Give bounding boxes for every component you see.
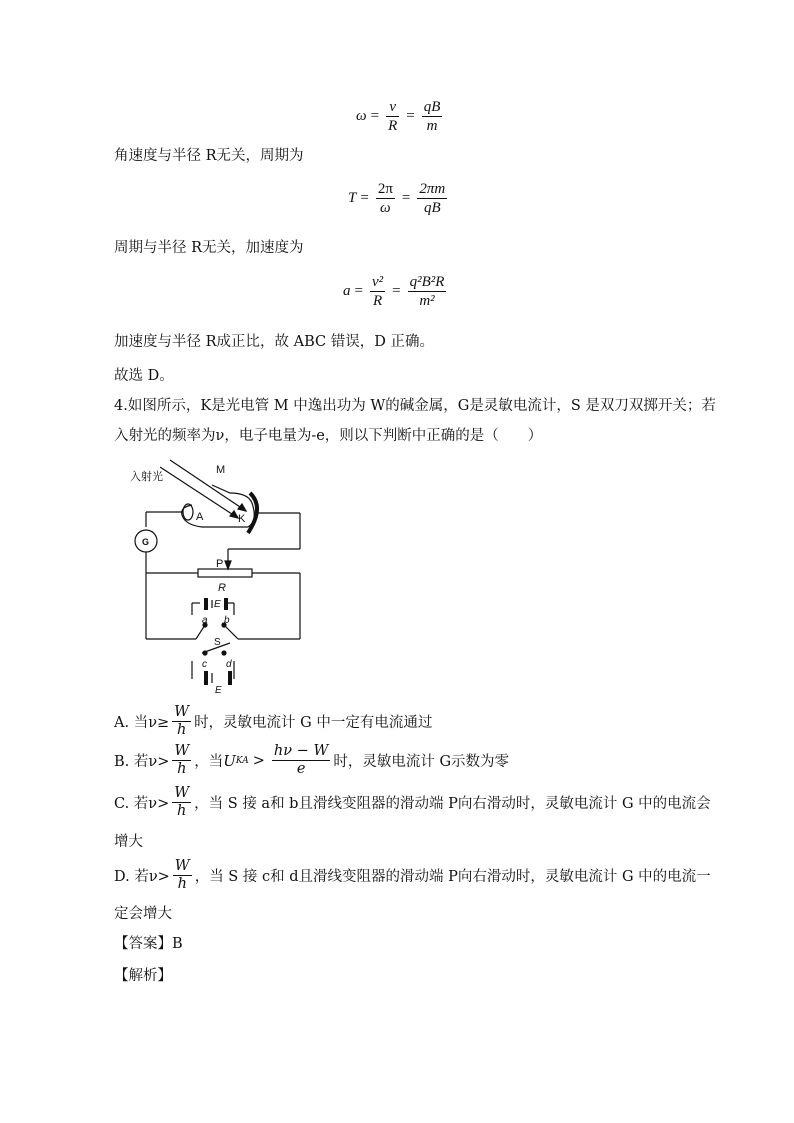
- option-c-continued: 增大: [114, 834, 143, 850]
- formula-period: T = $\frac{2\pi}{\omega}$ = $\frac{2\pi m}{qB}$: [348, 181, 446, 216]
- fraction: $\frac{qB}{m}$: [423, 99, 441, 134]
- fraction: $\frac{v}{R}$: [388, 99, 398, 134]
- text-line: 周期与半径 R无关，加速度为: [114, 240, 304, 256]
- fraction: $\frac{2\pi m}{qB}$: [419, 181, 446, 216]
- formula-omega: ω = $\frac{v}{R}$ = $\frac{qB}{m}$: [356, 99, 441, 134]
- answer: 【答案】B: [114, 936, 183, 952]
- svg-text:E: E: [215, 685, 222, 695]
- question-stem: 4.如图所示，K是光电管 M 中逸出功为 W的碱金属，G是灵敏电流计，S 是双刀双掷开关；若: [114, 398, 716, 414]
- fraction: $\frac{2\pi}{\omega}$: [377, 181, 393, 216]
- svg-text:b: b: [224, 615, 230, 626]
- svg-text:G: G: [142, 537, 150, 547]
- svg-text:c: c: [202, 659, 207, 670]
- svg-text:S: S: [214, 637, 221, 648]
- text-line: 加速度与半径 R成正比，故 ABC 错误，D 正确。: [114, 334, 434, 350]
- svg-text:R: R: [218, 582, 226, 594]
- option-b: B. 若ν> $\frac{W}{h}$ ，当 U KA > $\frac{h\nu - W}{e}$ 时，灵敏电流计 G示数为零: [114, 743, 510, 777]
- svg-text:A: A: [196, 511, 204, 523]
- question-stem: 入射光的频率为ν，电子电量为-e，则以下判断中正确的是（ ）: [114, 428, 543, 444]
- svg-text:d: d: [226, 659, 232, 670]
- option-a: A. 当ν≥ $\frac{W}{h}$ 时，灵敏电流计 G 中一定有电流通过: [114, 704, 433, 738]
- option-d: D. 若ν> $\frac{W}{h}$ ，当 S 接 c和 d且滑线变阻器的滑动端 P向右滑动时，灵敏电流计 G 中的电流一: [114, 858, 711, 892]
- fraction: $\frac{\text{v²}}{R}$: [371, 274, 384, 309]
- svg-text:P: P: [216, 558, 224, 570]
- option-d-continued: 定会增大: [114, 906, 172, 922]
- option-c: C. 若ν> $\frac{W}{h}$ ，当 S 接 a和 b且滑线变阻器的滑动端 P向右滑动时，灵敏电流计 G 中的电流会: [114, 785, 711, 819]
- svg-text:K: K: [238, 513, 246, 525]
- svg-text:E: E: [214, 599, 221, 610]
- analysis: 【解析】: [114, 968, 172, 984]
- fraction: $\frac{\text{q²B²R}}{\text{m²}}$: [409, 274, 445, 309]
- svg-text:a: a: [202, 615, 208, 626]
- text-line: 故选 D。: [114, 368, 174, 384]
- label-incident-light: 入射光: [130, 471, 163, 483]
- light-ray: [170, 460, 246, 511]
- rheostat-r: [198, 569, 252, 577]
- formula-acceleration: a = $\frac{\text{v²}}{R}$ = $\frac{\text{q²B²R}}{\text{m²}}$: [343, 274, 445, 309]
- formula-lhs: ω: [356, 108, 367, 124]
- text-line: 角速度与半径 R无关，周期为: [114, 148, 304, 164]
- circuit-diagram: [130, 455, 310, 695]
- svg-text:M: M: [216, 464, 226, 476]
